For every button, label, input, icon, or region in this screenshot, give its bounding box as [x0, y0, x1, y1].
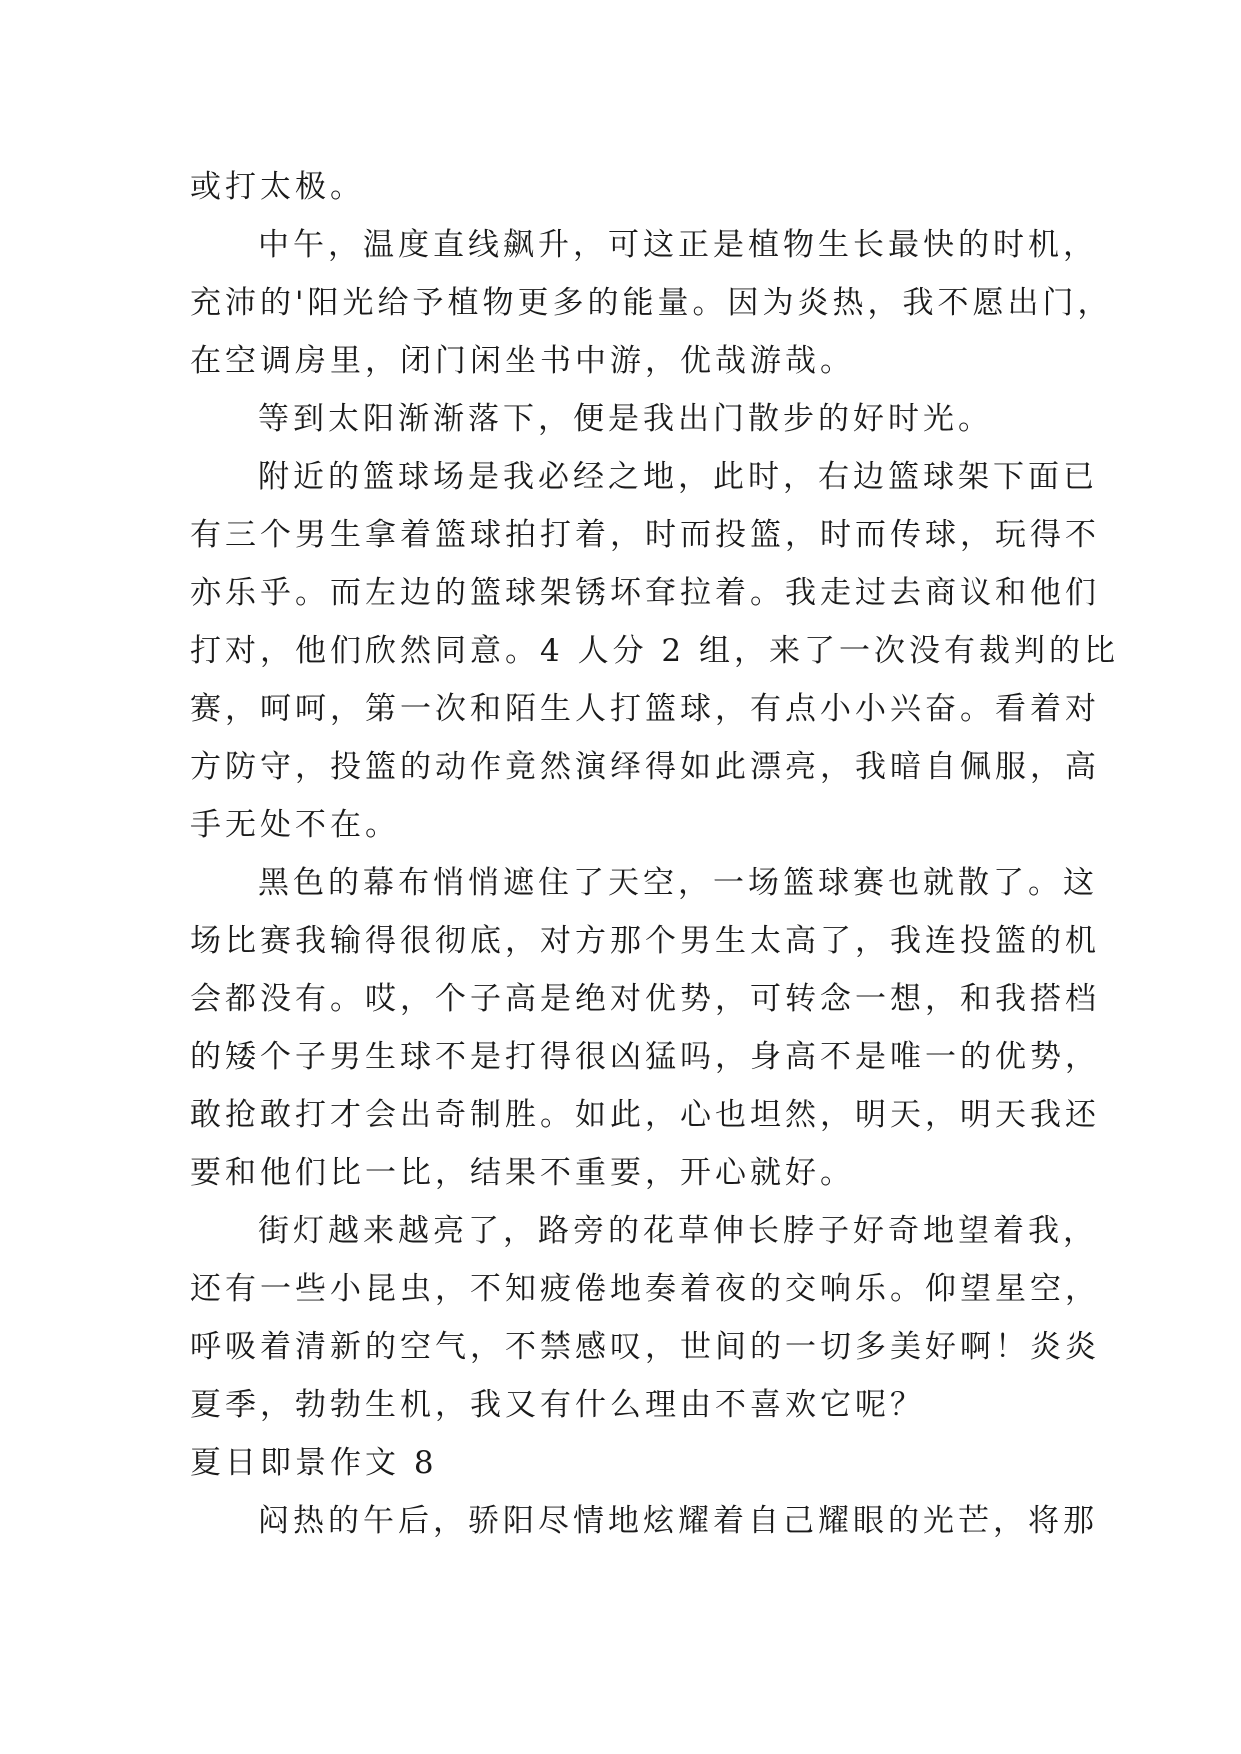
paragraph-line: 等到太阳渐渐落下，便是我出门散步的好时光。	[258, 401, 993, 437]
text-line: 亦乐乎。而左边的篮球架锈坏耷拉着。我走过去商议和他们	[190, 575, 1100, 611]
text-line: 会都没有。哎，个子高是绝对优势，可转念一想，和我搭档	[190, 981, 1100, 1017]
text-line: 场比赛我输得很彻底，对方那个男生太高了，我连投篮的机	[190, 923, 1100, 959]
paragraph-line: 街灯越来越亮了，路旁的花草伸长脖子好奇地望着我，	[258, 1213, 1098, 1249]
paragraph-line: 黑色的幕布悄悄遮住了天空，一场篮球赛也就散了。这	[258, 865, 1098, 901]
text-line: 或打太极。	[190, 169, 365, 205]
text-line: 的矮个子男生球不是打得很凶猛吗，身高不是唯一的优势，	[190, 1039, 1100, 1075]
text-line: 方防守，投篮的动作竟然演绎得如此漂亮，我暗自佩服，高	[190, 749, 1100, 785]
text-line: 还有一些小昆虫，不知疲倦地奏着夜的交响乐。仰望星空，	[190, 1271, 1100, 1307]
text-line: 夏季，勃勃生机，我又有什么理由不喜欢它呢？	[190, 1387, 925, 1423]
text-line: 在空调房里，闭门闲坐书中游，优哉游哉。	[190, 343, 855, 379]
text-line: 敢抢敢打才会出奇制胜。如此，心也坦然，明天，明天我还	[190, 1097, 1100, 1133]
text-line: 打对，他们欣然同意。4 人分 2 组，来了一次没有裁判的比	[190, 633, 1120, 669]
document-body	[190, 158, 1120, 1550]
paragraph-line: 中午，温度直线飙升，可这正是植物生长最快的时机，	[258, 227, 1098, 263]
paragraph-line: 附近的篮球场是我必经之地，此时，右边篮球架下面已	[258, 459, 1098, 495]
text-line: 手无处不在。	[190, 807, 400, 843]
text-line: 有三个男生拿着篮球拍打着，时而投篮，时而传球，玩得不	[190, 517, 1100, 553]
text-line: 要和他们比一比，结果不重要，开心就好。	[190, 1155, 855, 1191]
text-line: 赛，呵呵，第一次和陌生人打篮球，有点小小兴奋。看着对	[190, 691, 1100, 727]
paragraph-line: 闷热的午后，骄阳尽情地炫耀着自己耀眼的光芒，将那	[258, 1503, 1098, 1539]
text-line: 呼吸着清新的空气，不禁感叹，世间的一切多美好啊！炎炎	[190, 1329, 1100, 1365]
text-line: 充沛的'阳光给予植物更多的能量。因为炎热，我不愿出门，	[190, 285, 1113, 321]
section-heading: 夏日即景作文 8	[190, 1445, 438, 1481]
